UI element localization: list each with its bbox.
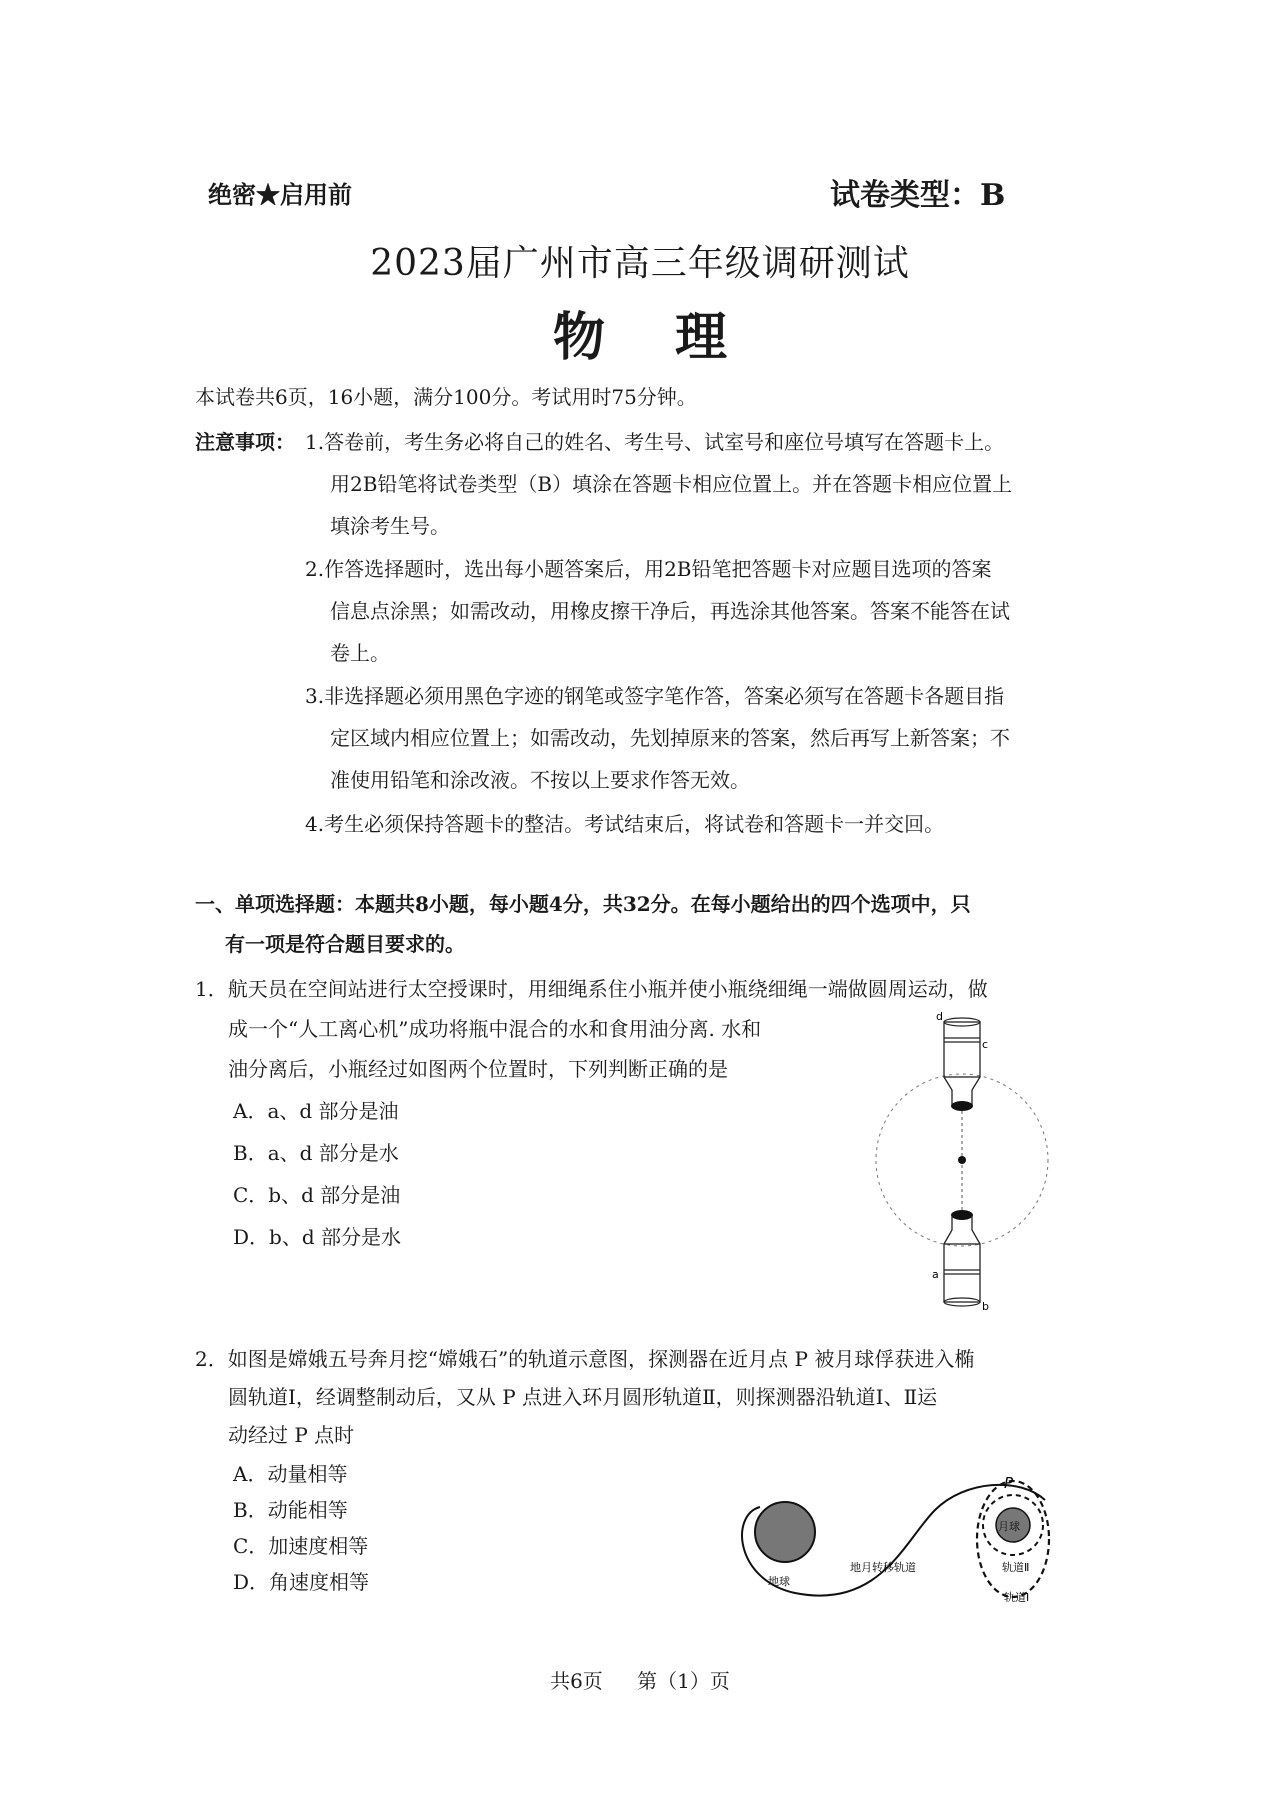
- label-orbit-2: 轨道Ⅱ: [1002, 1561, 1030, 1574]
- notice-label: 注意事项：: [195, 430, 295, 454]
- label-p: P: [1004, 1474, 1014, 1492]
- q1-line-2: 成一个“人工离心机”成功将瓶中混合的水和食用油分离. 水和: [228, 1017, 762, 1041]
- intro-text: 本试卷共6页，16小题，满分100分。考试用时75分钟。: [195, 385, 697, 409]
- q2-option-c: C．加速度相等: [233, 1534, 369, 1558]
- notice-3-line-3: 准使用铅笔和涂改液。不按以上要求作答无效。: [330, 768, 750, 792]
- page-footer: [0, 1665, 1280, 1694]
- q2-line-1: 2．如图是嫦娥五号奔月挖“嫦娥石”的轨道示意图，探测器在近月点 P 被月球俘获进入椭: [195, 1347, 975, 1371]
- label-orbit-1: 轨道Ⅰ: [1004, 1591, 1030, 1604]
- q1-option-b: B．a、d 部分是水: [233, 1141, 399, 1165]
- label-transfer-orbit: 地月转移轨道: [850, 1561, 916, 1574]
- notice-1-line-1: 1.答卷前，考生务必将自己的姓名、考生号、试室号和座位号填写在答题卡上。: [305, 430, 1005, 454]
- label-d: d: [936, 1010, 943, 1023]
- notice-4-line-1: 4.考生必须保持答题卡的整洁。考试结束后，将试卷和答题卡一并交回。: [305, 812, 945, 836]
- earth-circle: [755, 1502, 815, 1562]
- notice-1-line-2: 用2B铅笔将试卷类型（B）填涂在答题卡相应位置上。并在答题卡相应位置上: [330, 472, 1013, 496]
- section-1-heading: 一、单项选择题：本题共8小题，每小题4分，共32分。在每小题给出的四个选项中，只: [195, 892, 971, 916]
- q1-option-d: D．b、d 部分是水: [233, 1225, 401, 1249]
- notice-2-line-1: 2.作答选择题时，选出每小题答案后，用2B铅笔把答题卡对应题目选项的答案: [305, 557, 992, 581]
- q2-option-d: D．角速度相等: [233, 1570, 370, 1594]
- notice-3-line-1: 3.非选择题必须用黑色字迹的钢笔或签字笔作答，答案必须写在答题卡各题目指: [305, 684, 1005, 708]
- centrifuge-figure: [860, 1010, 1080, 1320]
- notice-2-line-2: 信息点涂黑；如需改动，用橡皮擦干净后，再选涂其他答案。答案不能答在试: [330, 599, 1010, 623]
- label-moon: 月球: [998, 1520, 1020, 1533]
- section-1-heading-cont: 有一项是符合题目要求的。: [225, 932, 465, 956]
- label-a: a: [932, 1268, 939, 1281]
- q1-line-3: 油分离后，小瓶经过如图两个位置时，下列判断正确的是: [228, 1057, 728, 1081]
- q1-option-c: C．b、d 部分是油: [233, 1183, 401, 1207]
- q2-line-3: 动经过 P 点时: [228, 1423, 355, 1447]
- q2-option-b: B．动能相等: [233, 1498, 348, 1522]
- notice-2-line-3: 卷上。: [330, 641, 390, 665]
- exam-title: 2023届广州市高三年级调研测试: [370, 243, 910, 284]
- q2-option-a: A．动量相等: [233, 1462, 348, 1486]
- label-c: c: [982, 1038, 989, 1051]
- label-earth: 地球: [768, 1575, 790, 1588]
- subject-title: 物理: [552, 307, 797, 368]
- confidential-mark: 绝密★启用前: [208, 180, 352, 209]
- q1-line-1: 1．航天员在空间站进行太空授课时，用细绳系住小瓶并使小瓶绕细绳一端做圆周运动，做: [195, 977, 988, 1001]
- notice-1-line-3: 填涂考生号。: [330, 514, 450, 538]
- lunar-orbit-figure: [720, 1455, 1080, 1605]
- footer-total-pages: 共6页: [550, 1669, 603, 1693]
- paper-type: 试卷类型：B: [830, 178, 1006, 213]
- label-b: b: [982, 1300, 989, 1313]
- footer-page-number: 第（1）页: [637, 1669, 730, 1693]
- q2-line-2: 圆轨道Ⅰ，经调整制动后，又从 P 点进入环月圆形轨道Ⅱ，则探测器沿轨道Ⅰ、Ⅱ运: [228, 1385, 938, 1409]
- notice-3-line-2: 定区域内相应位置上；如需改动，先划掉原来的答案，然后再写上新答案；不: [330, 726, 1010, 750]
- q1-option-a: A．a、d 部分是油: [233, 1099, 399, 1123]
